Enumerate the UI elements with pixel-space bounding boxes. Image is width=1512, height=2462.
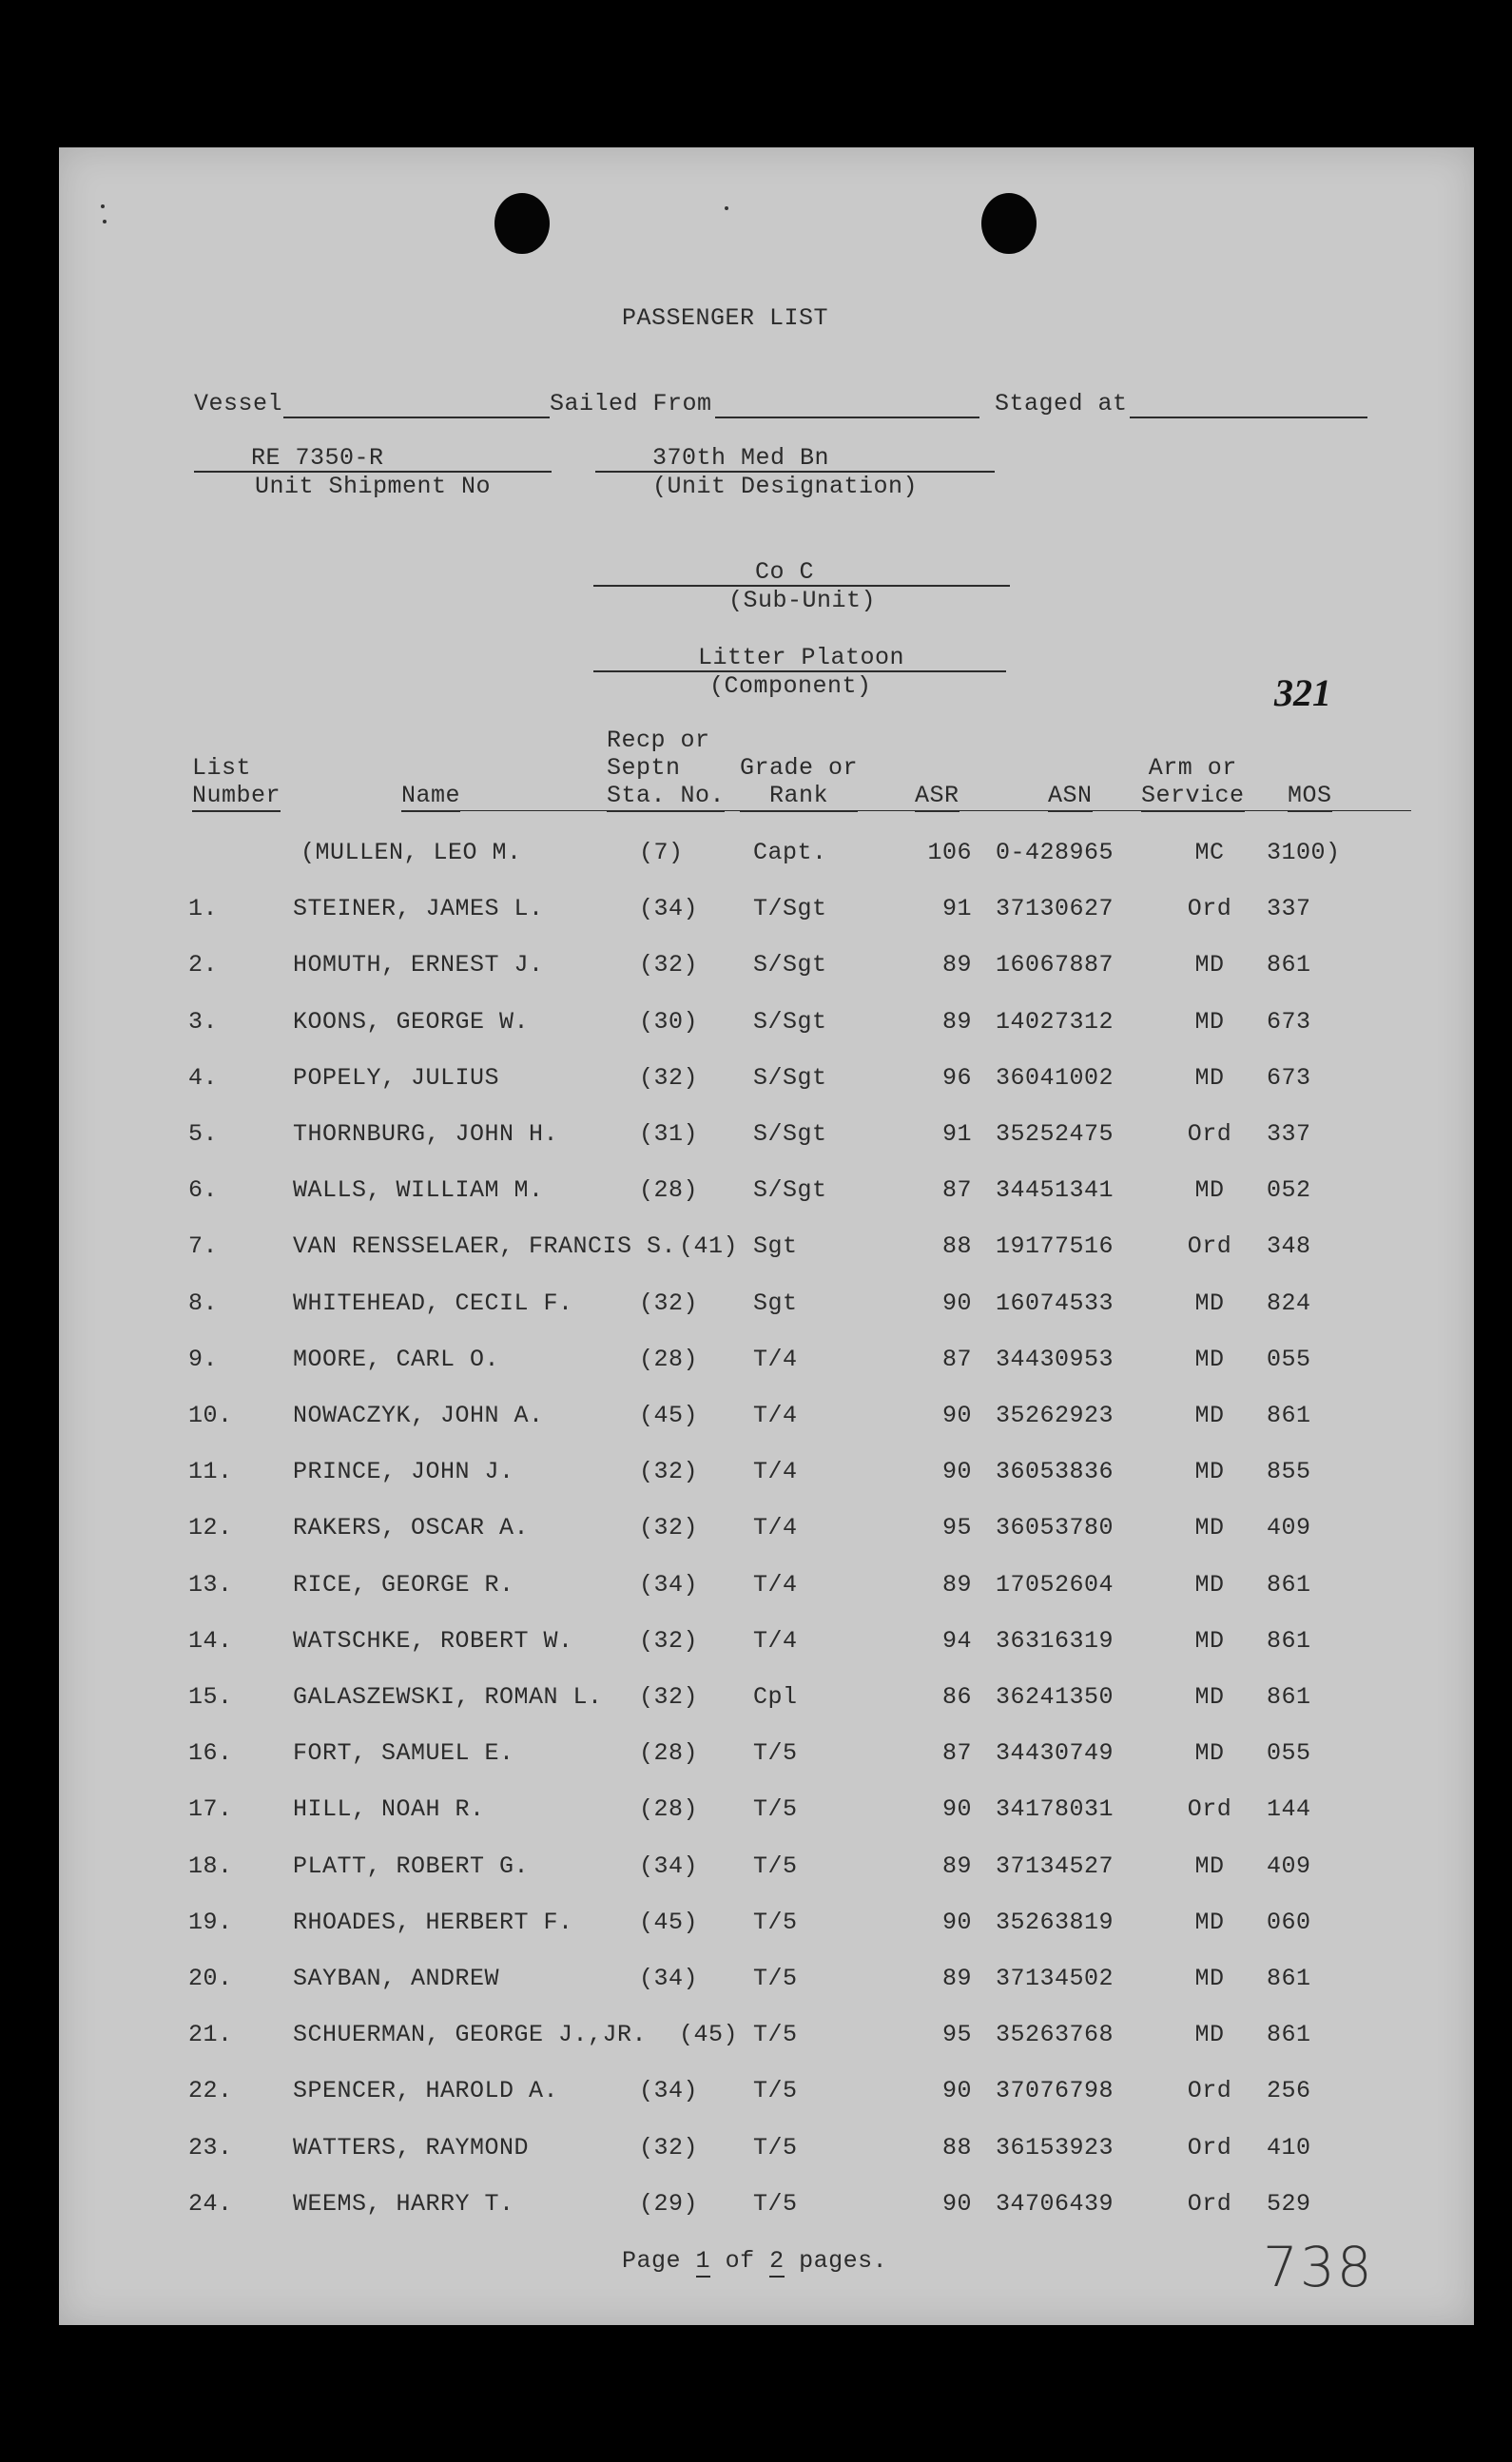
row-mos: 861 bbox=[1267, 1402, 1311, 1429]
row-name: POPELY, JULIUS bbox=[293, 1063, 500, 1092]
sailed-from-label: Sailed From bbox=[550, 390, 712, 417]
row-mos: 060 bbox=[1267, 1908, 1311, 1936]
staged-at-line bbox=[1130, 417, 1367, 418]
speck bbox=[725, 206, 728, 210]
row-asr: 90 bbox=[941, 1458, 972, 1486]
row-name: VAN RENSSELAER, FRANCIS S. bbox=[293, 1232, 677, 1261]
col-asr: ASR bbox=[915, 782, 960, 812]
row-asr: 88 bbox=[941, 2133, 972, 2162]
row-number: 4. bbox=[188, 1063, 219, 1092]
row-asr: 90 bbox=[941, 2189, 972, 2218]
row-mos: 052 bbox=[1267, 1176, 1311, 1205]
row-station: (32) bbox=[639, 2133, 699, 2162]
row-mos: 861 bbox=[1267, 1683, 1311, 1711]
row-asn: 37134527 bbox=[996, 1851, 1115, 1880]
row-arm-service: Ord bbox=[1187, 1795, 1232, 1824]
row-asr: 106 bbox=[927, 839, 972, 866]
col-arm-service: Arm or Service bbox=[1141, 754, 1245, 812]
row-arm-service: MD bbox=[1194, 1345, 1225, 1373]
row-mos: 410 bbox=[1267, 2133, 1311, 2162]
row-grade: T/Sgt bbox=[753, 895, 827, 923]
table-row bbox=[59, 1795, 1474, 1833]
row-asn: 17052604 bbox=[996, 1570, 1115, 1599]
row-asn: 34430953 bbox=[996, 1345, 1115, 1373]
col-mos: MOS bbox=[1288, 782, 1332, 812]
row-mos: 409 bbox=[1267, 1851, 1311, 1880]
row-grade: T/5 bbox=[753, 1795, 798, 1824]
row-number: 14. bbox=[188, 1626, 233, 1655]
row-asn: 34178031 bbox=[996, 1795, 1115, 1824]
row-name: WEEMS, HARRY T. bbox=[293, 2189, 514, 2218]
row-station: (32) bbox=[639, 1289, 699, 1317]
row-mos: 673 bbox=[1267, 1063, 1311, 1092]
row-arm-service: Ord bbox=[1187, 1120, 1232, 1148]
row-arm-service: Ord bbox=[1187, 2133, 1232, 2162]
row-name: WATTERS, RAYMOND bbox=[293, 2133, 530, 2162]
row-station: (34) bbox=[639, 1570, 699, 1599]
col-grade: Grade or Rank bbox=[740, 754, 858, 812]
component: Litter Platoon bbox=[698, 644, 905, 671]
row-grade: Sgt bbox=[753, 1232, 798, 1261]
row-asn: 19177516 bbox=[996, 1232, 1115, 1261]
row-asr: 87 bbox=[941, 1176, 972, 1205]
row-grade: T/5 bbox=[753, 1965, 798, 1992]
row-arm-service: Ord bbox=[1187, 2189, 1232, 2218]
row-name: PRINCE, JOHN J. bbox=[293, 1458, 514, 1486]
row-number: 12. bbox=[188, 1514, 233, 1542]
row-name: RAKERS, OSCAR A. bbox=[293, 1514, 530, 1542]
row-asn: 36316319 bbox=[996, 1626, 1115, 1655]
table-row bbox=[59, 1852, 1474, 1890]
row-arm-service: MD bbox=[1194, 1683, 1225, 1711]
row-mos: 144 bbox=[1267, 1795, 1311, 1824]
table-row bbox=[59, 1008, 1474, 1046]
row-number: 6. bbox=[188, 1176, 219, 1205]
row-grade: S/Sgt bbox=[753, 1063, 827, 1092]
row-name: (MULLEN, LEO M. bbox=[300, 839, 522, 866]
row-mos: 673 bbox=[1267, 1007, 1311, 1036]
vessel-label: Vessel bbox=[194, 390, 283, 417]
row-number: 19. bbox=[188, 1908, 233, 1936]
row-asn: 37134502 bbox=[996, 1965, 1115, 1992]
table-row bbox=[59, 1402, 1474, 1440]
row-grade: S/Sgt bbox=[753, 951, 827, 979]
row-asn: 37076798 bbox=[996, 2077, 1115, 2105]
row-asr: 91 bbox=[941, 1120, 972, 1148]
row-station: (32) bbox=[639, 1458, 699, 1486]
row-asn: 36053836 bbox=[996, 1458, 1115, 1486]
row-name: FORT, SAMUEL E. bbox=[293, 1739, 514, 1768]
row-mos: 529 bbox=[1267, 2189, 1311, 2218]
document-title: PASSENGER LIST bbox=[622, 304, 829, 332]
table-row bbox=[59, 1909, 1474, 1947]
row-name: HOMUTH, ERNEST J. bbox=[293, 951, 544, 979]
row-number: 16. bbox=[188, 1739, 233, 1768]
row-station: (34) bbox=[639, 895, 699, 923]
row-station: (28) bbox=[639, 1176, 699, 1205]
table-row bbox=[59, 1176, 1474, 1214]
document-page bbox=[59, 147, 1474, 2325]
sailed-from-line bbox=[715, 417, 979, 418]
row-station: (32) bbox=[639, 1063, 699, 1092]
row-number: 24. bbox=[188, 2189, 233, 2218]
row-mos: 055 bbox=[1267, 1345, 1311, 1373]
row-name: PLATT, ROBERT G. bbox=[293, 1851, 530, 1880]
col-recp-sta: Recp or Septn Sta. No. bbox=[607, 727, 725, 812]
table-row bbox=[59, 1289, 1474, 1328]
row-name: SPENCER, HAROLD A. bbox=[293, 2077, 559, 2105]
row-asn: 34451341 bbox=[996, 1176, 1115, 1205]
row-station: (31) bbox=[639, 1120, 699, 1148]
row-name: WALLS, WILLIAM M. bbox=[293, 1176, 544, 1205]
table-row bbox=[59, 1627, 1474, 1665]
row-station: (45) bbox=[639, 1908, 699, 1936]
row-asr: 90 bbox=[941, 2077, 972, 2105]
row-station: (7) bbox=[639, 839, 684, 866]
row-asn: 34706439 bbox=[996, 2189, 1115, 2218]
table-row bbox=[59, 1120, 1474, 1158]
row-name: KOONS, GEORGE W. bbox=[293, 1007, 530, 1036]
row-arm-service: MD bbox=[1194, 1626, 1225, 1655]
row-mos: 348 bbox=[1267, 1232, 1311, 1261]
table-row bbox=[59, 1683, 1474, 1721]
row-station: (45) bbox=[639, 1402, 699, 1429]
row-number: 18. bbox=[188, 1851, 233, 1880]
row-arm-service: MD bbox=[1194, 1908, 1225, 1936]
row-asn: 37130627 bbox=[996, 895, 1115, 923]
table-row bbox=[59, 839, 1474, 877]
row-station: (28) bbox=[639, 1739, 699, 1768]
row-grade: T/4 bbox=[753, 1402, 798, 1429]
row-arm-service: MD bbox=[1194, 1007, 1225, 1036]
table-row bbox=[59, 1514, 1474, 1552]
row-name: STEINER, JAMES L. bbox=[293, 895, 544, 923]
row-station: (45) bbox=[679, 2021, 739, 2049]
sub-unit-label: (Sub-Unit) bbox=[728, 587, 877, 614]
row-asn: 35252475 bbox=[996, 1120, 1115, 1148]
row-mos: 824 bbox=[1267, 1289, 1311, 1317]
row-station: (34) bbox=[639, 2077, 699, 2105]
row-number: 3. bbox=[188, 1007, 219, 1036]
row-name: RHOADES, HERBERT F. bbox=[293, 1908, 573, 1936]
row-mos: 256 bbox=[1267, 2077, 1311, 2105]
row-asn: 35263819 bbox=[996, 1908, 1115, 1936]
staged-at-label: Staged at bbox=[995, 390, 1128, 417]
row-grade: Sgt bbox=[753, 1289, 798, 1317]
row-name: MOORE, CARL O. bbox=[293, 1345, 500, 1373]
row-number: 13. bbox=[188, 1570, 233, 1599]
row-mos: 409 bbox=[1267, 1514, 1311, 1542]
row-asn: 36053780 bbox=[996, 1514, 1115, 1542]
row-arm-service: MD bbox=[1194, 1851, 1225, 1880]
row-station: (28) bbox=[639, 1345, 699, 1373]
row-name: HILL, NOAH R. bbox=[293, 1795, 485, 1824]
row-station: (34) bbox=[639, 1965, 699, 1992]
row-number: 23. bbox=[188, 2133, 233, 2162]
row-mos: 337 bbox=[1267, 1120, 1311, 1148]
row-asr: 95 bbox=[941, 2021, 972, 2049]
vessel-line bbox=[283, 417, 550, 418]
row-grade: Capt. bbox=[753, 839, 827, 866]
row-number: 8. bbox=[188, 1289, 219, 1317]
row-station: (30) bbox=[639, 1007, 699, 1036]
row-arm-service: MD bbox=[1194, 1289, 1225, 1317]
row-asn: 16067887 bbox=[996, 951, 1115, 979]
table-row bbox=[59, 1739, 1474, 1777]
unit-shipment-label: Unit Shipment No bbox=[255, 473, 492, 500]
row-mos: 3100) bbox=[1267, 839, 1341, 866]
row-arm-service: MD bbox=[1194, 1514, 1225, 1542]
row-asr: 96 bbox=[941, 1063, 972, 1092]
row-asn: 36153923 bbox=[996, 2133, 1115, 2162]
table-row bbox=[59, 1965, 1474, 2003]
row-arm-service: MD bbox=[1194, 1570, 1225, 1599]
component-label: (Component) bbox=[709, 672, 872, 700]
row-asn: 34430749 bbox=[996, 1739, 1115, 1768]
row-asr: 95 bbox=[941, 1514, 972, 1542]
row-mos: 861 bbox=[1267, 1626, 1311, 1655]
row-arm-service: MD bbox=[1194, 1063, 1225, 1092]
row-asr: 89 bbox=[941, 1851, 972, 1880]
row-grade: T/4 bbox=[753, 1514, 798, 1542]
row-name: NOWACZYK, JOHN A. bbox=[293, 1402, 544, 1429]
punch-hole-right bbox=[981, 193, 1037, 254]
row-asr: 89 bbox=[941, 1570, 972, 1599]
row-grade: T/5 bbox=[753, 2189, 798, 2218]
row-arm-service: MD bbox=[1194, 951, 1225, 979]
row-arm-service: MD bbox=[1194, 1739, 1225, 1768]
row-arm-service: MD bbox=[1194, 1458, 1225, 1486]
row-name: GALASZEWSKI, ROMAN L. bbox=[293, 1683, 603, 1711]
row-arm-service: MD bbox=[1194, 1176, 1225, 1205]
row-grade: Cpl bbox=[753, 1683, 798, 1711]
row-grade: T/5 bbox=[753, 1908, 798, 1936]
row-number: 7. bbox=[188, 1232, 219, 1261]
table-row bbox=[59, 1571, 1474, 1609]
row-station: (32) bbox=[639, 1514, 699, 1542]
row-asn: 36041002 bbox=[996, 1063, 1115, 1092]
sub-unit: Co C bbox=[755, 558, 815, 586]
row-asn: 35262923 bbox=[996, 1402, 1115, 1429]
row-asr: 94 bbox=[941, 1626, 972, 1655]
table-row bbox=[59, 1458, 1474, 1496]
row-name: WATSCHKE, ROBERT W. bbox=[293, 1626, 573, 1655]
row-number: 9. bbox=[188, 1345, 219, 1373]
row-grade: T/5 bbox=[753, 1851, 798, 1880]
row-asr: 87 bbox=[941, 1739, 972, 1768]
row-name: RICE, GEORGE R. bbox=[293, 1570, 514, 1599]
table-row bbox=[59, 1064, 1474, 1102]
table-row bbox=[59, 1346, 1474, 1384]
row-mos: 055 bbox=[1267, 1739, 1311, 1768]
row-number: 20. bbox=[188, 1965, 233, 1992]
col-asn: ASN bbox=[1048, 782, 1093, 812]
speck bbox=[103, 220, 107, 223]
table-row bbox=[59, 2190, 1474, 2228]
row-station: (34) bbox=[639, 1851, 699, 1880]
handwritten-number: 738 bbox=[1263, 2235, 1374, 2299]
row-name: WHITEHEAD, CECIL F. bbox=[293, 1289, 573, 1317]
row-grade: S/Sgt bbox=[753, 1120, 827, 1148]
row-asr: 90 bbox=[941, 1795, 972, 1824]
row-asr: 86 bbox=[941, 1683, 972, 1711]
row-number: 5. bbox=[188, 1120, 219, 1148]
row-grade: T/4 bbox=[753, 1345, 798, 1373]
row-mos: 861 bbox=[1267, 951, 1311, 979]
row-asr: 91 bbox=[941, 895, 972, 923]
row-number: 11. bbox=[188, 1458, 233, 1486]
row-grade: T/4 bbox=[753, 1626, 798, 1655]
row-asn: 0-428965 bbox=[996, 839, 1115, 866]
table-row bbox=[59, 951, 1474, 989]
table-row bbox=[59, 895, 1474, 933]
row-number: 10. bbox=[188, 1402, 233, 1429]
row-mos: 861 bbox=[1267, 1570, 1311, 1599]
punch-hole-left bbox=[494, 193, 550, 254]
row-arm-service: MC bbox=[1194, 839, 1225, 866]
row-mos: 337 bbox=[1267, 895, 1311, 923]
table-row bbox=[59, 2021, 1474, 2059]
row-arm-service: MD bbox=[1194, 2021, 1225, 2049]
row-number: 15. bbox=[188, 1683, 233, 1711]
row-name: THORNBURG, JOHN H. bbox=[293, 1120, 559, 1148]
row-station: (32) bbox=[639, 951, 699, 979]
row-asn: 35263768 bbox=[996, 2021, 1115, 2049]
row-asr: 88 bbox=[941, 1232, 972, 1261]
row-arm-service: MD bbox=[1194, 1965, 1225, 1992]
row-asr: 90 bbox=[941, 1289, 972, 1317]
speck bbox=[101, 204, 105, 208]
row-number: 21. bbox=[188, 2021, 233, 2049]
stamp-number: 321 bbox=[1274, 671, 1331, 714]
row-grade: T/5 bbox=[753, 1739, 798, 1768]
row-name: SCHUERMAN, GEORGE J.,JR. bbox=[293, 2021, 648, 2049]
col-name: Name bbox=[401, 782, 460, 812]
row-grade: T/5 bbox=[753, 2021, 798, 2049]
row-mos: 855 bbox=[1267, 1458, 1311, 1486]
unit-designation-label: (Unit Designation) bbox=[652, 473, 919, 500]
row-asr: 87 bbox=[941, 1345, 972, 1373]
unit-shipment-no: RE 7350-R bbox=[251, 444, 384, 472]
table-row bbox=[59, 2077, 1474, 2115]
row-station: (32) bbox=[639, 1683, 699, 1711]
col-list-number: List Number bbox=[192, 754, 281, 812]
header-rule bbox=[413, 810, 1411, 811]
row-asr: 89 bbox=[941, 1007, 972, 1036]
row-asr: 90 bbox=[941, 1908, 972, 1936]
row-number: 2. bbox=[188, 951, 219, 979]
row-grade: S/Sgt bbox=[753, 1007, 827, 1036]
row-number: 17. bbox=[188, 1795, 233, 1824]
row-asr: 89 bbox=[941, 1965, 972, 1992]
row-arm-service: Ord bbox=[1187, 2077, 1232, 2105]
row-name: SAYBAN, ANDREW bbox=[293, 1965, 500, 1992]
row-grade: T/4 bbox=[753, 1570, 798, 1599]
row-station: (29) bbox=[639, 2189, 699, 2218]
unit-designation: 370th Med Bn bbox=[652, 444, 830, 472]
page-indicator: Page 1 of 2 pages. bbox=[622, 2247, 887, 2275]
row-mos: 861 bbox=[1267, 2021, 1311, 2049]
table-row bbox=[59, 2134, 1474, 2172]
row-grade: T/5 bbox=[753, 2133, 798, 2162]
row-asr: 90 bbox=[941, 1402, 972, 1429]
row-asn: 16074533 bbox=[996, 1289, 1115, 1317]
row-station: (32) bbox=[639, 1626, 699, 1655]
row-mos: 861 bbox=[1267, 1965, 1311, 1992]
row-asn: 36241350 bbox=[996, 1683, 1115, 1711]
row-station: (28) bbox=[639, 1795, 699, 1824]
row-grade: T/4 bbox=[753, 1458, 798, 1486]
row-arm-service: Ord bbox=[1187, 895, 1232, 923]
row-number: 1. bbox=[188, 895, 219, 923]
row-arm-service: MD bbox=[1194, 1402, 1225, 1429]
row-station: (41) bbox=[679, 1232, 739, 1261]
row-asr: 89 bbox=[941, 951, 972, 979]
table-row bbox=[59, 1232, 1474, 1270]
row-arm-service: Ord bbox=[1187, 1232, 1232, 1261]
row-asn: 14027312 bbox=[996, 1007, 1115, 1036]
row-grade: S/Sgt bbox=[753, 1176, 827, 1205]
row-number: 22. bbox=[188, 2077, 233, 2105]
row-grade: T/5 bbox=[753, 2077, 798, 2105]
